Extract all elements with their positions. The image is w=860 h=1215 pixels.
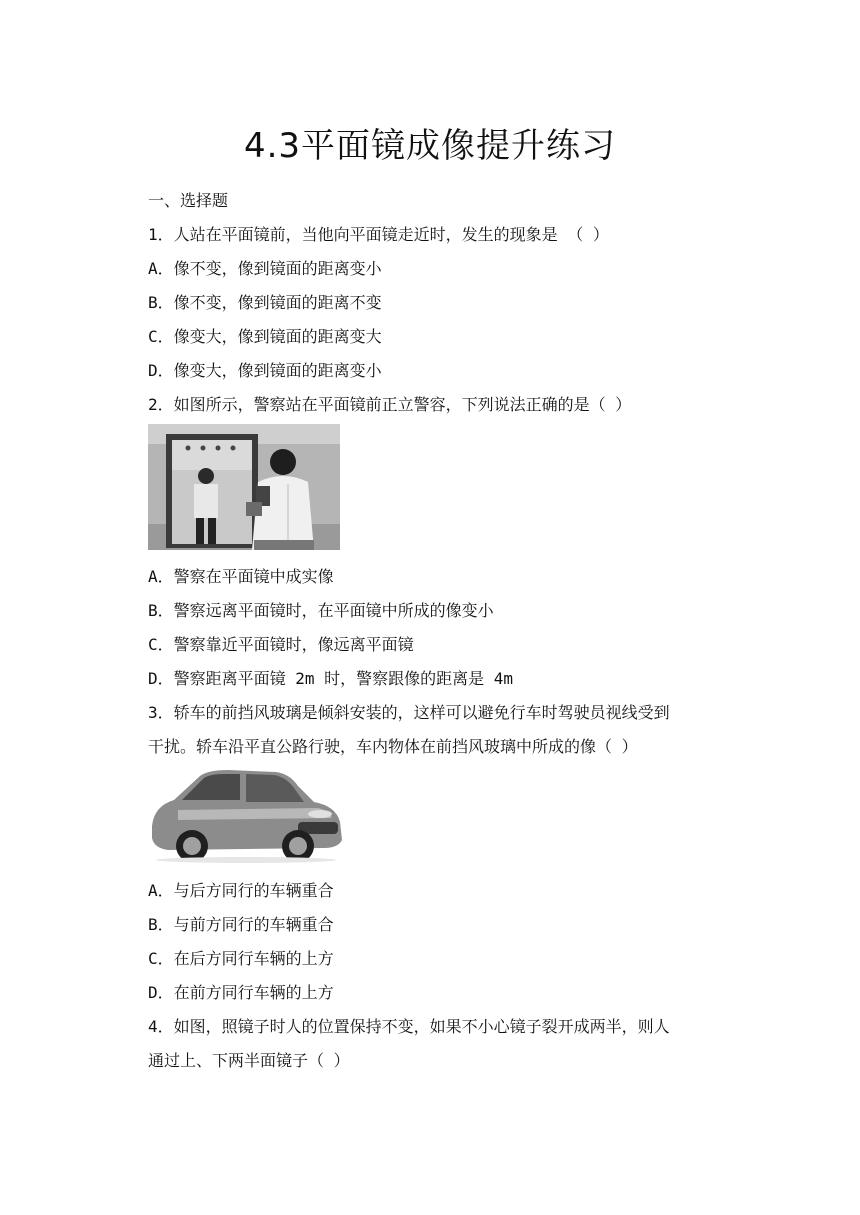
question-3-option-b: B．与前方同行的车辆重合 [148, 915, 334, 934]
question-1-stem: 1．人站在平面镜前，当他向平面镜走近时，发生的现象是 （ ） [148, 225, 609, 244]
question-1-option-b: B．像不变，像到镜面的距离不变 [148, 293, 382, 312]
question-2-option-d: D．警察距离平面镜 2m 时，警察跟像的距离是 4m [148, 669, 514, 688]
question-2-option-c: C．警察靠近平面镜时，像远离平面镜 [148, 635, 414, 654]
policeman-mirror-photo [148, 424, 340, 550]
question-1-option-d: D．像变大，像到镜面的距离变小 [148, 361, 382, 380]
question-3-option-c: C．在后方同行车辆的上方 [148, 949, 334, 968]
question-4-stem-line-1: 4．如图，照镜子时人的位置保持不变，如果不小心镜子裂开成两半，则人 [148, 1017, 670, 1036]
question-1-option-a: A．像不变，像到镜面的距离变小 [148, 259, 382, 278]
question-2-option-a: A．警察在平面镜中成实像 [148, 567, 334, 586]
question-3-stem-line-2: 干扰。轿车沿平直公路行驶，车内物体在前挡风玻璃中所成的像（ ） [148, 737, 638, 756]
question-3-option-a: A．与后方同行的车辆重合 [148, 881, 334, 900]
question-1-option-c: C．像变大，像到镜面的距离变大 [148, 327, 382, 346]
section-heading: 一、选择题 [148, 191, 229, 210]
question-2-option-b: B．警察远离平面镜时，在平面镜中所成的像变小 [148, 601, 494, 620]
car-photo [148, 766, 344, 864]
question-4-stem-line-2: 通过上、下两半面镜子（ ） [148, 1051, 350, 1070]
question-2-stem: 2．如图所示，警察站在平面镜前正立警容，下列说法正确的是（ ） [148, 395, 632, 414]
page-title: 4.3平面镜成像提升练习 [243, 126, 617, 166]
question-3-stem-line-1: 3．轿车的前挡风玻璃是倾斜安装的，这样可以避免行车时驾驶员视线受到 [148, 703, 670, 722]
question-3-option-d: D．在前方同行车辆的上方 [148, 983, 334, 1002]
